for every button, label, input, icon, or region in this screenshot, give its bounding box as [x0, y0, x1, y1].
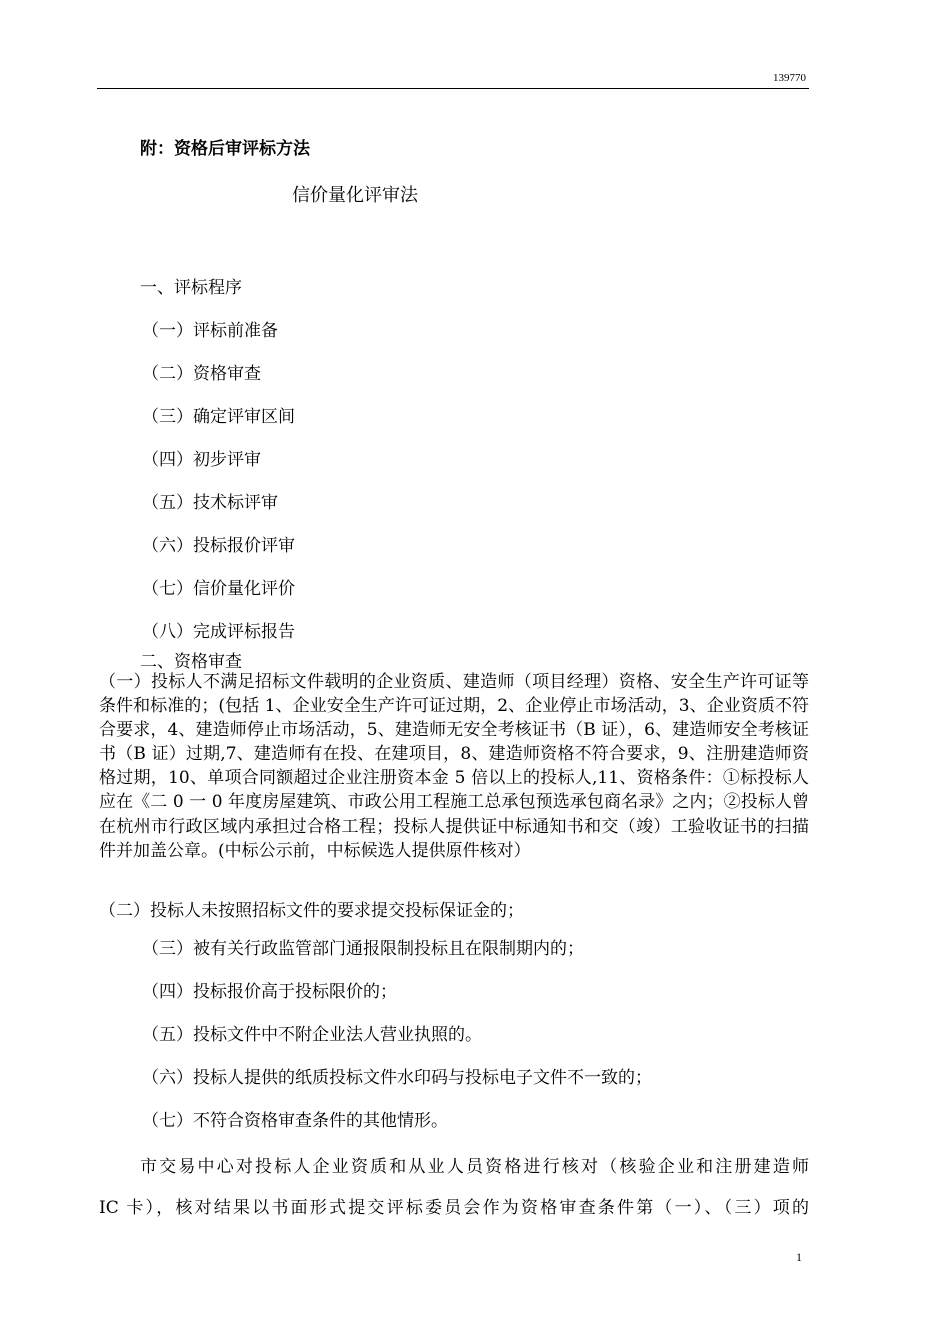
attachment-title: 附：资格后审评标方法	[140, 139, 310, 159]
method-title: 信价量化评审法	[292, 185, 418, 206]
procedure-item: （一）评标前准备	[142, 321, 278, 341]
procedure-item: （二）资格审查	[142, 364, 261, 384]
document-id: 139770	[773, 72, 806, 84]
procedure-item: （四）初步评审	[142, 450, 261, 470]
procedure-item: （五）技术标评审	[142, 493, 278, 513]
page-number: 1	[796, 1250, 802, 1264]
section1-heading: 一、评标程序	[140, 278, 242, 298]
qualification-item-7: （七）不符合资格审查条件的其他情形。	[142, 1111, 448, 1131]
qualification-item-1: （一）投标人不满足招标文件载明的企业资质、建造师（项目经理）资格、安全生产许可证等条件和标准的；(包括 1、企业安全生产许可证过期，2、企业停止市场活动，3、企业资质不符合要求，4、建造师停止市场活动，5、建造师无安全考核证书（B 证），6、建造师安全考核证书（B 证）过期,7、建造师有在投、在建项目，8、建造师资格不符合要求，9、注册建造师资格过期，10、单项合同额超过企业注册资本金 5 倍以上的投标人,11、资格条件：①标投标人应在《二 0 一 0 年度房屋建筑、市政公用工程施工总承包预选承包商名录》之内；②投标人曾在杭州市行政区域内承担过合格工程；投标人提供证中标通知书和交（竣）工验收证书的扫描件并加盖公章。(中标公示前，中标候选人提供原件核对）	[99, 672, 809, 861]
qualification-item-5: （五）投标文件中不附企业法人营业执照的。	[142, 1025, 482, 1045]
procedure-item: （七）信价量化评价	[142, 579, 295, 599]
procedure-item: （三）确定评审区间	[142, 407, 295, 427]
qualification-item-6: （六）投标人提供的纸质投标文件水印码与投标电子文件不一致的；	[142, 1068, 652, 1088]
procedure-item: （六）投标报价评审	[142, 536, 295, 556]
qualification-item-3: （三）被有关行政监管部门通报限制投标且在限制期内的；	[142, 939, 584, 959]
qualification-item-4: （四）投标报价高于投标限价的；	[142, 982, 397, 1002]
header-rule	[97, 88, 809, 89]
procedure-item: （八）完成评标报告	[142, 622, 295, 642]
section2-heading: 二、资格审查	[140, 652, 242, 672]
qualification-item-2: （二）投标人未按照招标文件的要求提交投标保证金的；	[99, 901, 524, 921]
closing-paragraph-line: 市交易中心对投标人企业资质和从业人员资格进行核对（核验企业和注册建造师	[140, 1157, 809, 1177]
closing-paragraph-line: IC 卡），核对结果以书面形式提交评标委员会作为资格审查条件第（一）、（三）项的	[99, 1198, 809, 1218]
